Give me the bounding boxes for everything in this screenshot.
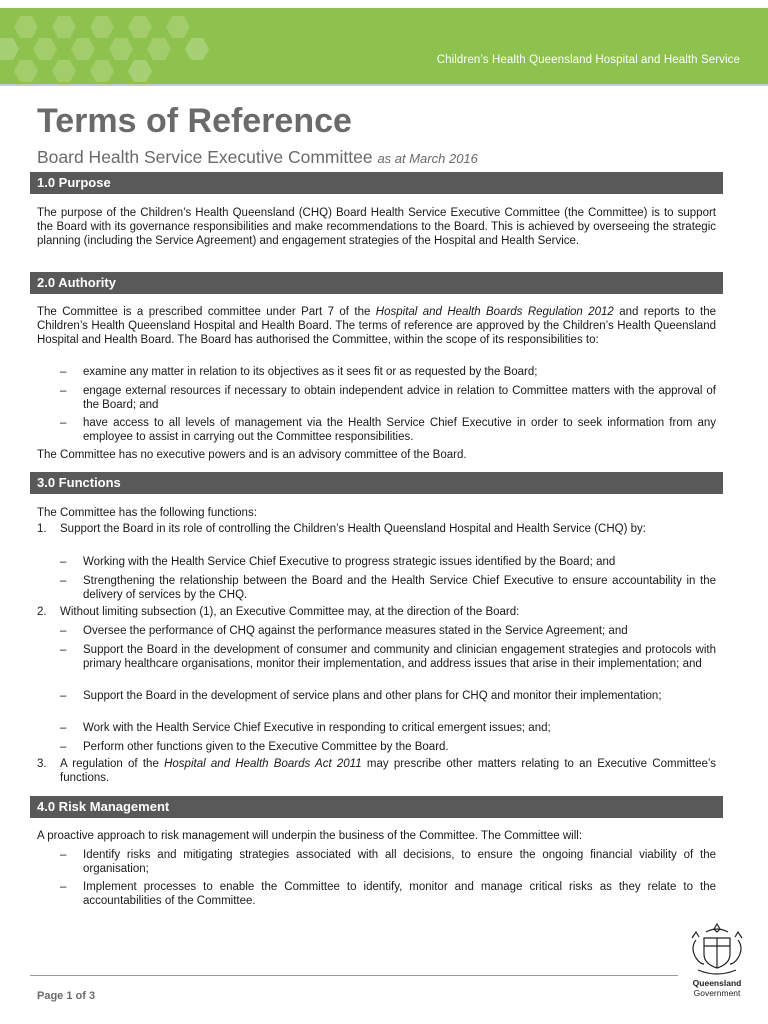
section-heading-risk-management: 4.0 Risk Management (30, 796, 723, 818)
organisation-name: Children’s Health Queensland Hospital and Health Service (436, 54, 740, 66)
section-heading-authority: 2.0 Authority (30, 272, 723, 294)
function-subitem (60, 689, 716, 703)
function-subitem (60, 624, 716, 638)
risk-bullet (60, 880, 716, 908)
dash-bullet: – (60, 575, 67, 587)
dash-bullet: – (60, 741, 67, 753)
function-subitem (60, 721, 716, 735)
authority-bullet (37, 416, 716, 444)
bullet-text: have access to all levels of management via the Health Service Chief Executive in order to seek information from any employee to assist in carrying out the Committee responsibilities. (83, 417, 716, 443)
subtitle-date: as at March 2016 (377, 151, 478, 166)
subtitle-text: Board Health Service Executive Committee (37, 147, 373, 167)
subitem-text: Working with the Health Service Chief Executive to progress strategic issues identified by the Board; and (83, 556, 616, 568)
item-number: 2. (37, 606, 47, 618)
authority-intro (37, 305, 716, 347)
subitem-text: Oversee the performance of CHQ against the performance measures stated in the Service Agreement; and (83, 625, 628, 637)
page-number: Page 1 of 3 (37, 990, 96, 1002)
function-subitem (60, 574, 716, 602)
page-subtitle (37, 147, 478, 168)
dash-bullet: – (60, 625, 67, 637)
footer-divider (30, 975, 678, 976)
regulation-title: Hospital and Health Boards Regulation 2012 (375, 306, 614, 318)
dash-bullet: – (60, 722, 67, 734)
item-text-start: A regulation of the (60, 758, 165, 770)
act-title: Hospital and Health Boards Act 2011 (164, 758, 362, 770)
section-heading-functions: 3.0 Functions (30, 472, 723, 494)
authority-intro-end: and reports to the Children’s Health Queensland Hospital and Health Board. The terms of reference are approved by the Children’s Health Queensland Hospital and Health Board. The Board has authorised the Committee, within the scope of its responsibilities to: (37, 306, 716, 346)
item-text (60, 757, 716, 785)
header-divider (0, 84, 768, 86)
dash-bullet: – (60, 556, 67, 568)
purpose-paragraph: The purpose of the Children’s Health Queensland (CHQ) Board Health Service Executive Committee (the Committee) is to support the Board with its governance responsibilities and make recommendations to the Board. This is achieved by overseeing the strategic planning (including the Service Agreement) and engagement strategies of the Hospital and Health Service. (37, 207, 716, 247)
function-subitem (60, 643, 716, 671)
function-item (37, 522, 716, 536)
dash-bullet: – (60, 849, 67, 861)
queensland-government-logo (684, 978, 750, 998)
logo-line-government: Government (693, 988, 741, 998)
section-heading-purpose: 1.0 Purpose (30, 172, 723, 194)
item-number: 3. (37, 758, 47, 770)
subitem-text: Work with the Health Service Chief Executive in responding to critical emergent issues; and; (83, 722, 551, 734)
function-item (37, 757, 716, 785)
subitem-text: Perform other functions given to the Executive Committee by the Board. (83, 741, 449, 753)
subitem-text: Support the Board in the development of consumer and community and clinician engagement strategies and protocols with primary healthcare organisations, monitor their implementation, and address issues that arise in their implementation; and (83, 644, 716, 670)
bullet-text: examine any matter in relation to its objectives as it sees fit or as requested by the Board; (83, 366, 538, 378)
item-text: Support the Board in its role of controlling the Children’s Health Queensland Hospital and Health Service (CHQ) by: (60, 523, 646, 535)
function-item (37, 605, 716, 619)
hexagon-pattern-icon (0, 8, 768, 84)
bullet-text: Identify risks and mitigating strategies associated with all decisions, to ensure the ongoing financial viability of the organisation; (83, 849, 716, 875)
dash-bullet: – (60, 366, 67, 378)
bullet-text: Implement processes to enable the Committee to identify, monitor and manage critical risks as they relate to the accountabilities of the Committee. (83, 881, 716, 907)
header-banner (0, 8, 768, 84)
functions-intro: The Committee has the following functions: (37, 507, 257, 519)
function-subitem (60, 555, 716, 569)
authority-bullet (37, 384, 716, 412)
function-subitem (60, 740, 716, 754)
authority-bullet (37, 365, 716, 379)
bullet-text: engage external resources if necessary to obtain independent advice in relation to Committee matters with the approval of the Board; and (83, 385, 716, 411)
dash-bullet: – (60, 417, 67, 429)
logo-line-queensland: Queensland (692, 978, 742, 988)
subitem-text: Support the Board in the development of service plans and other plans for CHQ and monitor their implementation; (83, 690, 662, 702)
risk-bullet (60, 848, 716, 876)
dash-bullet: – (60, 690, 67, 702)
dash-bullet: – (60, 385, 67, 397)
dash-bullet: – (60, 644, 67, 656)
dash-bullet: – (60, 881, 67, 893)
item-text: Without limiting subsection (1), an Executive Committee may, at the direction of the Board: (60, 606, 520, 618)
item-number: 1. (37, 523, 47, 535)
page-title: Terms of Reference (37, 102, 352, 140)
item-text-end: may prescribe other matters relating to an Executive Committee’s functions. (60, 758, 717, 784)
risk-intro: A proactive approach to risk management will underpin the business of the Committee. The Committee will: (37, 830, 583, 842)
subitem-text: Strengthening the relationship between the Board and the Health Service Chief Executive to ensure accountability in the delivery of services by the CHQ. (83, 575, 716, 601)
authority-intro-start: The Committee is a prescribed committee under Part 7 of the (37, 306, 376, 318)
authority-closing: The Committee has no executive powers and is an advisory committee of the Board. (37, 449, 467, 461)
